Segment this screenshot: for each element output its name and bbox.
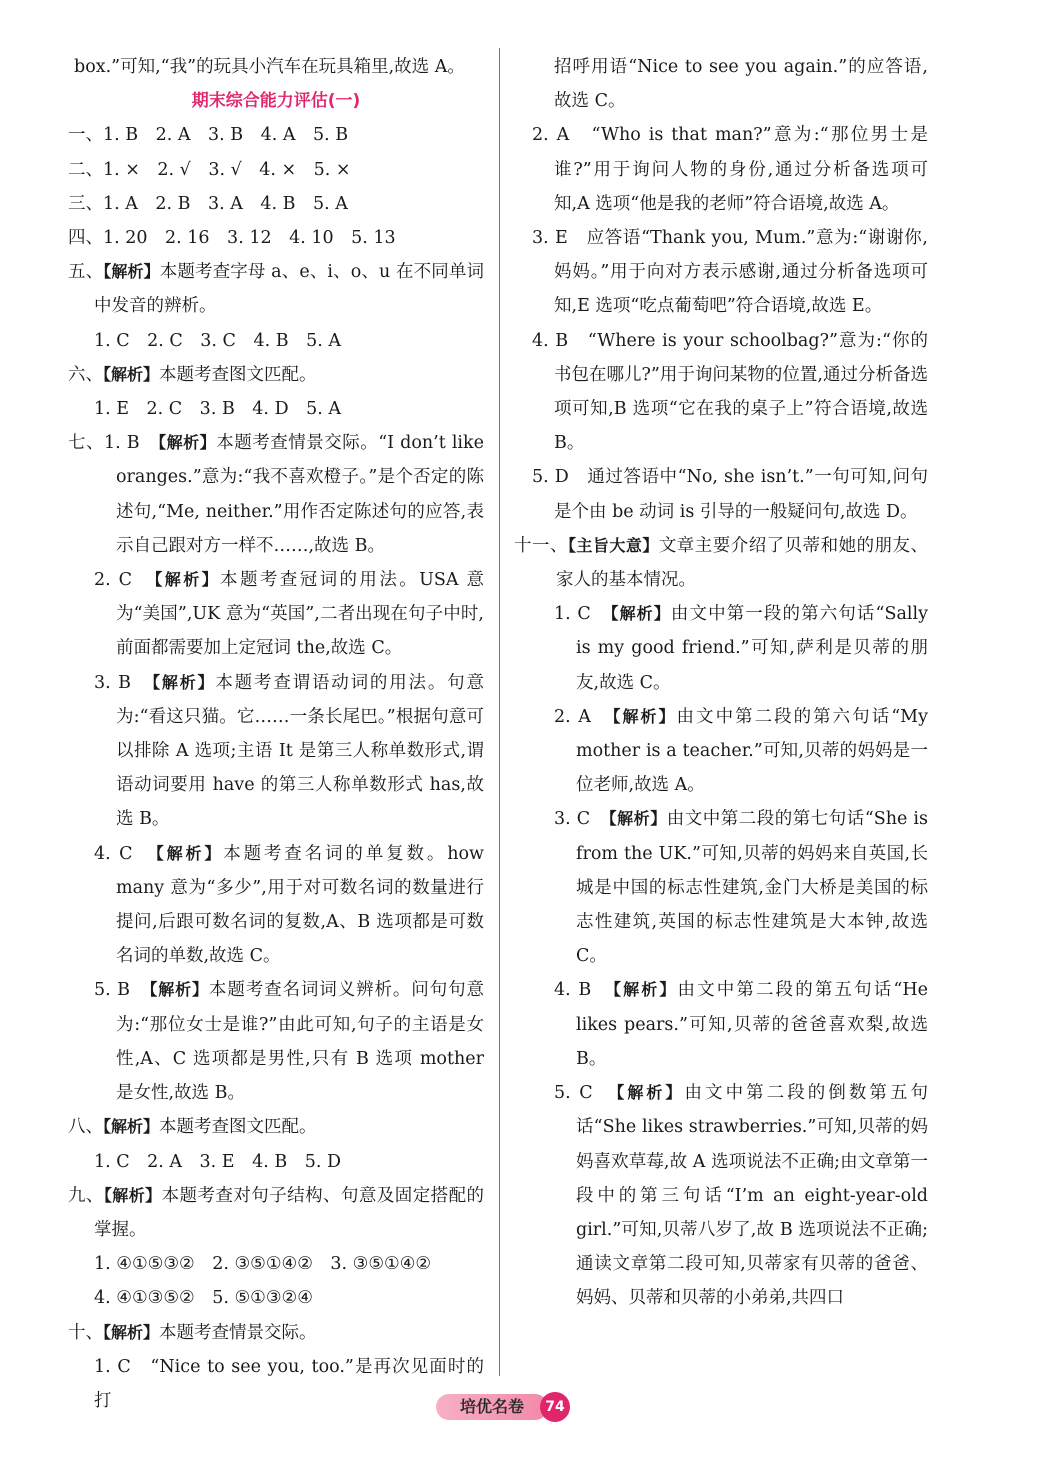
section-number: 九、 xyxy=(68,1185,104,1206)
section-5 xyxy=(68,255,484,323)
analysis-tag: 【解析】 xyxy=(616,1083,685,1103)
main-idea-text: 文章主要介绍了贝蒂和她的朋友、家人的基本情况。 xyxy=(556,535,928,591)
analysis-text: 本题考查冠词的用法。USA 意为“美国”,UK 意为“英国”,二者出现在句子中时,前面都需要加上定冠词 the,故选 C。 xyxy=(116,570,485,659)
answer-row-2: 二、1. × 2. √ 3. √ 4. × 5. × xyxy=(68,159,351,180)
section-11 xyxy=(514,529,928,597)
analysis-text: 由文中第二段的第七句话“She is from the UK.”可知,贝蒂的妈妈来自英国,长城是中国的标志性建筑,金门大桥是美国的标志性建筑,英国的标志性建筑是大本钟,故选 C。 xyxy=(576,809,928,967)
section-number: 十一、 xyxy=(514,535,568,556)
section-11-item-1 xyxy=(514,597,928,700)
section-8 xyxy=(68,1110,484,1144)
section-11-item-5 xyxy=(514,1076,928,1315)
analysis-text: 本题考查图文匹配。 xyxy=(159,1117,317,1138)
section-7-item-5 xyxy=(68,973,484,1110)
section-number: 八、 xyxy=(68,1117,103,1138)
answer-row-3: 三、1. A 2. B 3. A 4. B 5. A xyxy=(68,193,348,214)
analysis-tag: 【解析】 xyxy=(158,433,217,453)
analysis-tag: 【解析】 xyxy=(103,1322,160,1342)
section-10-item-5: 5. D 通过答语中“No, she isn’t.”一句可知,问句是个由 be 动词 is 引导的一般疑问句,故选 D。 xyxy=(532,467,928,522)
item-number: 4. B xyxy=(554,980,613,1001)
analysis-text: 由文中第一段的第六句话“Sally is my good friend.”可知,萨利是贝蒂的朋友,故选 C。 xyxy=(576,604,928,693)
analysis-text: 本题考查对句子结构、句意及固定搭配的掌握。 xyxy=(94,1185,485,1240)
section-9 xyxy=(68,1179,484,1247)
item-number: 2. A xyxy=(554,706,613,727)
analysis-tag: 【解析】 xyxy=(155,843,224,863)
section-number: 六、 xyxy=(68,364,103,385)
section-title: 期末综合能力评估(一) xyxy=(191,91,361,112)
answer-row-1: 一、1. B 2. A 3. B 4. A 5. B xyxy=(68,125,349,146)
section-number: 十、 xyxy=(68,1322,103,1343)
item-number: 2. C xyxy=(94,570,155,591)
answer-row-9a: 1. ④①⑤③② 2. ③⑤①④② 3. ③⑤①④② xyxy=(94,1254,432,1275)
page-footer xyxy=(436,1392,574,1422)
answer-row-8: 1. C 2. A 3. E 4. B 5. D xyxy=(94,1151,341,1172)
answer-row-6: 1. E 2. C 3. B 4. D 5. A xyxy=(94,399,341,420)
section-11-item-4 xyxy=(514,973,928,1076)
analysis-text: 本题考查字母 a、e、i、o、u 在不同单词中发音的辨析。 xyxy=(94,262,484,317)
analysis-tag: 【解析】 xyxy=(152,672,216,692)
footer-brand-label: 培优名卷 xyxy=(436,1394,548,1420)
analysis-tag: 【解析】 xyxy=(103,1185,162,1205)
analysis-text: 由文中第二段的倒数第五句话“She likes strawberries.”可知,贝蒂的妈妈喜欢草莓,故 A 选项说法不正确;由文章第一段中的第三句话“I’m an eight-year-old girl.”可知,贝蒂八岁了,故 B 选项说法不正确;通读文章第二段可知,贝蒂家有贝蒂的爸爸、妈妈、贝蒂和贝蒂的小弟弟,共四口 xyxy=(576,1083,928,1309)
section-7-item-4 xyxy=(68,837,484,974)
item-number: 3. C xyxy=(554,809,609,830)
analysis-tag: 【解析】 xyxy=(149,980,209,1000)
analysis-text: 由文中第二段的第六句话“My mother is a teacher.”可知,贝蒂的妈妈是一位老师,故选 A。 xyxy=(576,706,928,796)
section-number: 七、1. B xyxy=(68,433,159,454)
item-number: 3. B xyxy=(94,672,153,693)
analysis-tag: 【解析】 xyxy=(612,706,677,726)
item-number: 4. C xyxy=(94,843,156,864)
item-number: 5. B xyxy=(94,980,150,1001)
answer-row-5: 1. C 2. C 3. C 4. B 5. A xyxy=(94,330,341,351)
analysis-tag: 【解析】 xyxy=(103,364,160,384)
item-number: 5. C xyxy=(554,1083,617,1104)
section-10-item-1: 1. C “Nice to see you, too.”是再次见面时的打 xyxy=(94,1356,484,1411)
main-idea-tag: 【主旨大意】 xyxy=(567,535,659,555)
analysis-text: 本题考查名词词义辨析。问句句意为:“那位女士是谁?”由此可知,句子的主语是女性,A、C 选项都是男性,只有 B 选项 mother 是女性,故选 B。 xyxy=(116,980,484,1104)
section-10-item-2: 2. A “Who is that man?”意为:“那位男士是谁?”用于询问人物的身份,通过分析备选项可知,A 选项“他是我的老师”符合语境,故选 A。 xyxy=(532,125,928,214)
analysis-text: 本题考查图文匹配。 xyxy=(159,364,317,385)
continuation-block: 招呼用语“Nice to see you again.”的应答语,故选 C。 xyxy=(554,57,928,112)
answer-row-4: 四、1. 20 2. 16 3. 12 4. 10 5. 13 xyxy=(68,228,396,249)
section-10-item-4: 4. B “Where is your schoolbag?”意为:“你的书包在哪儿?”用于询问某物的位置,通过分析备选项可知,B 选项“它在我的桌子上”符合语境,故选 B。 xyxy=(532,330,928,454)
analysis-text: 本题考查名词的单复数。how many 意为“多少”,用于对可数名词的数量进行提问,后跟可数名词的复数,A、B 选项都是可数名词的单数,故选 C。 xyxy=(116,843,484,967)
section-11-item-3 xyxy=(514,802,928,973)
left-column xyxy=(68,50,484,1418)
column-divider xyxy=(499,48,500,1376)
analysis-tag: 【解析】 xyxy=(613,980,678,1000)
section-11-item-2 xyxy=(514,700,928,803)
answer-row-9b: 4. ④①③⑤② 5. ⑤①③②④ xyxy=(94,1288,313,1309)
analysis-tag: 【解析】 xyxy=(103,262,160,282)
section-7-item-1 xyxy=(68,426,484,563)
section-10 xyxy=(68,1316,484,1350)
section-6 xyxy=(68,358,484,392)
analysis-text: 由文中第二段的第五句话“He likes pears.”可知,贝蒂的爸爸喜欢梨,故选 B。 xyxy=(576,980,928,1069)
continuation-line: box.”可知,“我”的玩具小汽车在玩具箱里,故选 A。 xyxy=(74,57,465,77)
analysis-text: 本题考查情景交际。 xyxy=(159,1322,317,1343)
section-10-item-3: 3. E 应答语“Thank you, Mum.”意为:“谢谢你,妈妈。”用于向对方表示感谢,通过分析备选项可知,E 选项“吃点葡萄吧”符合语境,故选 E。 xyxy=(532,228,928,317)
page-number: 74 xyxy=(540,1392,570,1422)
analysis-text: 本题考查情景交际。“I don’t like oranges.”意为:“我不喜欢橙子。”是个否定的陈述句,“Me, neither.”用作否定陈述句的应答,表示自己跟对方一样不……,故选 B。 xyxy=(116,433,484,556)
analysis-tag: 【解析】 xyxy=(608,809,667,829)
section-7-item-3 xyxy=(68,666,484,837)
section-7-item-2 xyxy=(68,563,484,666)
analysis-tag: 【解析】 xyxy=(103,1117,160,1137)
analysis-tag: 【解析】 xyxy=(154,570,221,590)
analysis-tag: 【解析】 xyxy=(610,604,671,624)
right-column xyxy=(514,50,928,1316)
analysis-text: 本题考查谓语动词的用法。句意为:“看这只猫。它……一条长尾巴。”根据句意可以排除 A 选项;主语 It 是第三人称单数形式,谓语动词要用 have 的第三人称单数形式 has,故选 B。 xyxy=(116,672,484,830)
item-number: 1. C xyxy=(554,604,611,625)
section-number: 五、 xyxy=(68,262,104,283)
